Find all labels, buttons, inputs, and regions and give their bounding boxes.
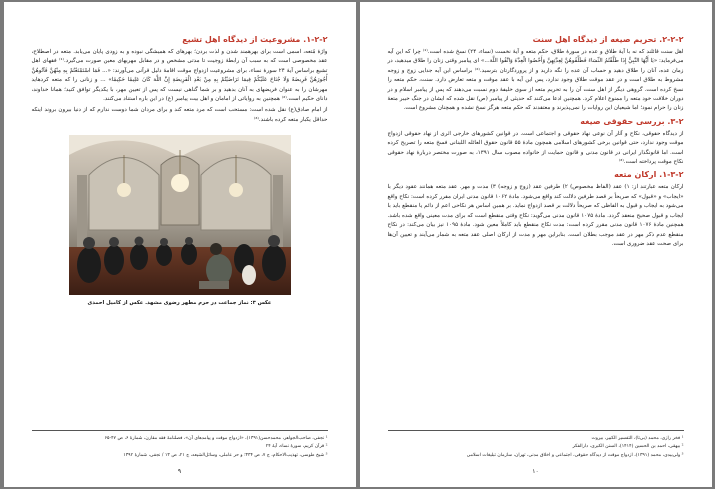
section-heading: ۱-۳-۲. ارکان متعه [614,170,684,180]
page-number: ۹ [177,468,182,475]
body-paragraph: از دیدگاه حقوقی، نکاح و آثار آن نوعی نهاد حقوقی و اجتماعی است. در قوانین کشورهای خارجی اثری از نهاد حقوقی ازدواج موقت وجود ندارد، حتی قوانین برخی کشورهای اسلامی همچون مادهٔ ۵۵ قانون حقوق العائله اللبنانی فسخ متعه را تصریح کرده است. اما قانونگذار ایرانی در قانون مدنی و قانون حمایت از خانواده مصوب سال ۱۳۹۱، به صورت مختصر دربارهٔ نهاد حقوقی نکاح موقت پرداخته است.⁽³⁾ [387,130,684,166]
footnote: ² بیهقی، احمد بن الحسین (۱۴۱۴)، السنن الکبری، دارالفکر [572,444,684,450]
footnote: ¹ نجفی، صاحب‌الجواهر، محمدحسن(۱۳۹۱)، «ازدواج موقت و پیامدهای آن»، فصلنامهٔ فقه مقارن، شمارهٔ ۶، ص ۴۷-۶۵ [104,435,328,441]
footnotes [388,430,684,461]
page-number: ۱۰ [532,468,539,475]
body-paragraph: اهل سنت قائلند که نه با آیهٔ طلاق و عده در سورهٔ طلاق، حکم متعه و آیهٔ نخست (نساء، ۲۴) نسخ شده است.⁽¹⁾ چرا که این آیه می‌فرماید: «يَا أَيُّهَا النَّبِيُّ إِذَا طَلَّقْتُمُ النِّسَاءَ فَطَلِّقُوهُنَّ لِعِدَّتِهِنَّ وَأَحْصُوا الْعِدَّةَ وَاتَّقُوا اللَّهَ...» ای پیامبر وقتی زنان را طلاق میدهید، در زمان عده، آنان را طلاق دهید و حساب آن عده را نگه دارید و از پروردگارتان بترسید.⁽²⁾ براساس این آیه جدایی زوج و زوجه مشروط به طلاق است و در عقد موقت طلاق وجود ندارد، پس این آیه با عقد موقت و متعه تعارض دارد. سنت، حکم متعه را نسخ کرده است. گروهی دیگر از اهل سنت آن را به تحریم متعه از سوی خلیفهٔ دوم نسبت می‌دهند که پس از پیامبر اسلام و در دوران خلافت خود متعه را ممنوع اعلام کرد. همچنین ادعا می‌کنند که حدیثی از پیامبر (ص) نقل شده که ایشان در جنگ خیبر متعهٔ زنان را حرام نمود؛ اما شیعیان این روایات را نمی‌پذیرند و معتقدند که حکم متعه هرگز نسخ نشده و همچنان مشروع است. [387,49,684,112]
right-page [360,2,712,487]
section-heading: ۱-۲-۲. مشروعیت از دیدگاه اهل تشیع [182,35,328,44]
body-paragraph: ارکان متعه عبارتند از: ۱) عقد (الفاظ مخصوص) ۲) طرفین عقد (زوج و زوجه) ۳) مدت و مهر. عقد متعه همانند عقود دیگر با «ایجاب» و «قبول» که صریحاً بر قصد طرفین دلالت کند واقع می‌شود. مادهٔ ۱۰۶۲ قانون مدنی ایران مقرر کرده است: نکاح واقع می‌شود به ایجاب و قبول به الفاظی که صریحاً دلالت بر قصد ازدواج نماید. بر همین اساس هر نکاحی اعم از دائم یا منقطع باید با ایجاب و قبول صحیح منعقد گردد. مادهٔ ۱۰۷۵ قانون مدنی می‌گوید: نکاح وقتی منقطع است که برای مدت معینی واقع شده باشد. همچنین مادهٔ ۱۰۷۶ قانون مدنی مقرر کرده است: مدت نکاح منقطع باید کاملاً معین شود. مادهٔ ۱۰۹۵ نیز بیان می‌کند: در نکاح منقطع عدم ذکر مهر در عقد موجب بطلان است. بنابراین مهر و مدت از ارکان اصلی عقد متعه به شمار می‌آیند و تعیین آن‌ها برای صحت عقد ضروری است. [387,184,684,247]
left-page [4,2,356,487]
section-heading: ۲-۲-۲. تحریم صیغه از دیدگاه اهل سنت [532,35,684,44]
footnote: ¹ فخر رازی، محمد (بی‌تا)، التفسیر الکبیر، بیروت [591,435,684,441]
shrine-prayer-photo [69,135,291,295]
footnotes [32,430,328,461]
body-paragraph: واژهٔ مُتعه، اسمی است برای بهرهمند شدن و لذت بردن؛ بهرهای که همیشگی نبوده و به زودی پایان می‌یابد. متعه در اصطلاح، عقد مخصوصی است که به سبب آن رابطهٔ زوجیت تا مدتی مشخص و در مقابل مهریهای معین صورت می‌گیرد.⁽¹⁾ فقهای اهل تشیع براساس آیهٔ ۲۴ سورهٔ نساء، برای مشروعیت ازدواج موقت اقامهٔ دلیل قرآنی می‌آورند: «... فَمَا اسْتَمْتَعْتُمْ بِهِ مِنْهُنَّ فَآتُوهُنَّ أُجُورَهُنَّ فَرِيضَةً وَلَا جُنَاحَ عَلَيْكُمْ فِيمَا تَرَاضَيْتُمْ بِهِ مِنْ بَعْدِ الْفَرِيضَةِ إِنَّ اللَّهَ كَانَ عَلِيمًا حَكِيمًا» ... و زنانی را که متعه کردهاید مهرشان را به عنوان فریضهای به آنان بدهید و بر شما گناهی نیست که پس از تعیین مهر، با یکدیگر توافق کنید؛ همانا خداوند، دانای حکیم است.⁽²⁾ همچنین به روایاتی از امامان و اهل بیت پیامبر (ع) در این باره استناد می‌کنند. [31,49,328,103]
figure-caption: عکس ۳: نماز جماعت در حرم مطهر رضوی مشهد. عکس از کامیل احمدی [87,300,272,307]
footnote: ³ شیخ طوسی، تهذیب‌الاحکام، ج ۷، ص ۳۳۴؛ و حر عاملی، وسائل‌الشیعه، ج ۲۱، ص ۱۳ / نجفی، شمارهٔ ۱۳۹۲ [123,453,328,459]
footnote: ² قرآن کریم، سورهٔ نساء، آیهٔ ۲۴ [265,444,328,450]
body-paragraph: از امام صادق(ع) نقل شده است: مستحب است که مرد متعه کند و برای مردان شما دوست ندارم که از دنیا بیرون بروند اینکه حداقل یکبار متعه کرده باشند.⁽³⁾ [31,107,328,123]
footnote: ³ ولی‌بیدی، محمد (۱۳۹۱)، ازدواج موقت از دیدگاه حقوقی، اجتماعی و اخلاق مدنی، تهران، سازمان تبلیغات اسلامی [466,453,684,459]
section-heading: ۳-۲. بررسی حقوقی صیغه [580,116,684,126]
